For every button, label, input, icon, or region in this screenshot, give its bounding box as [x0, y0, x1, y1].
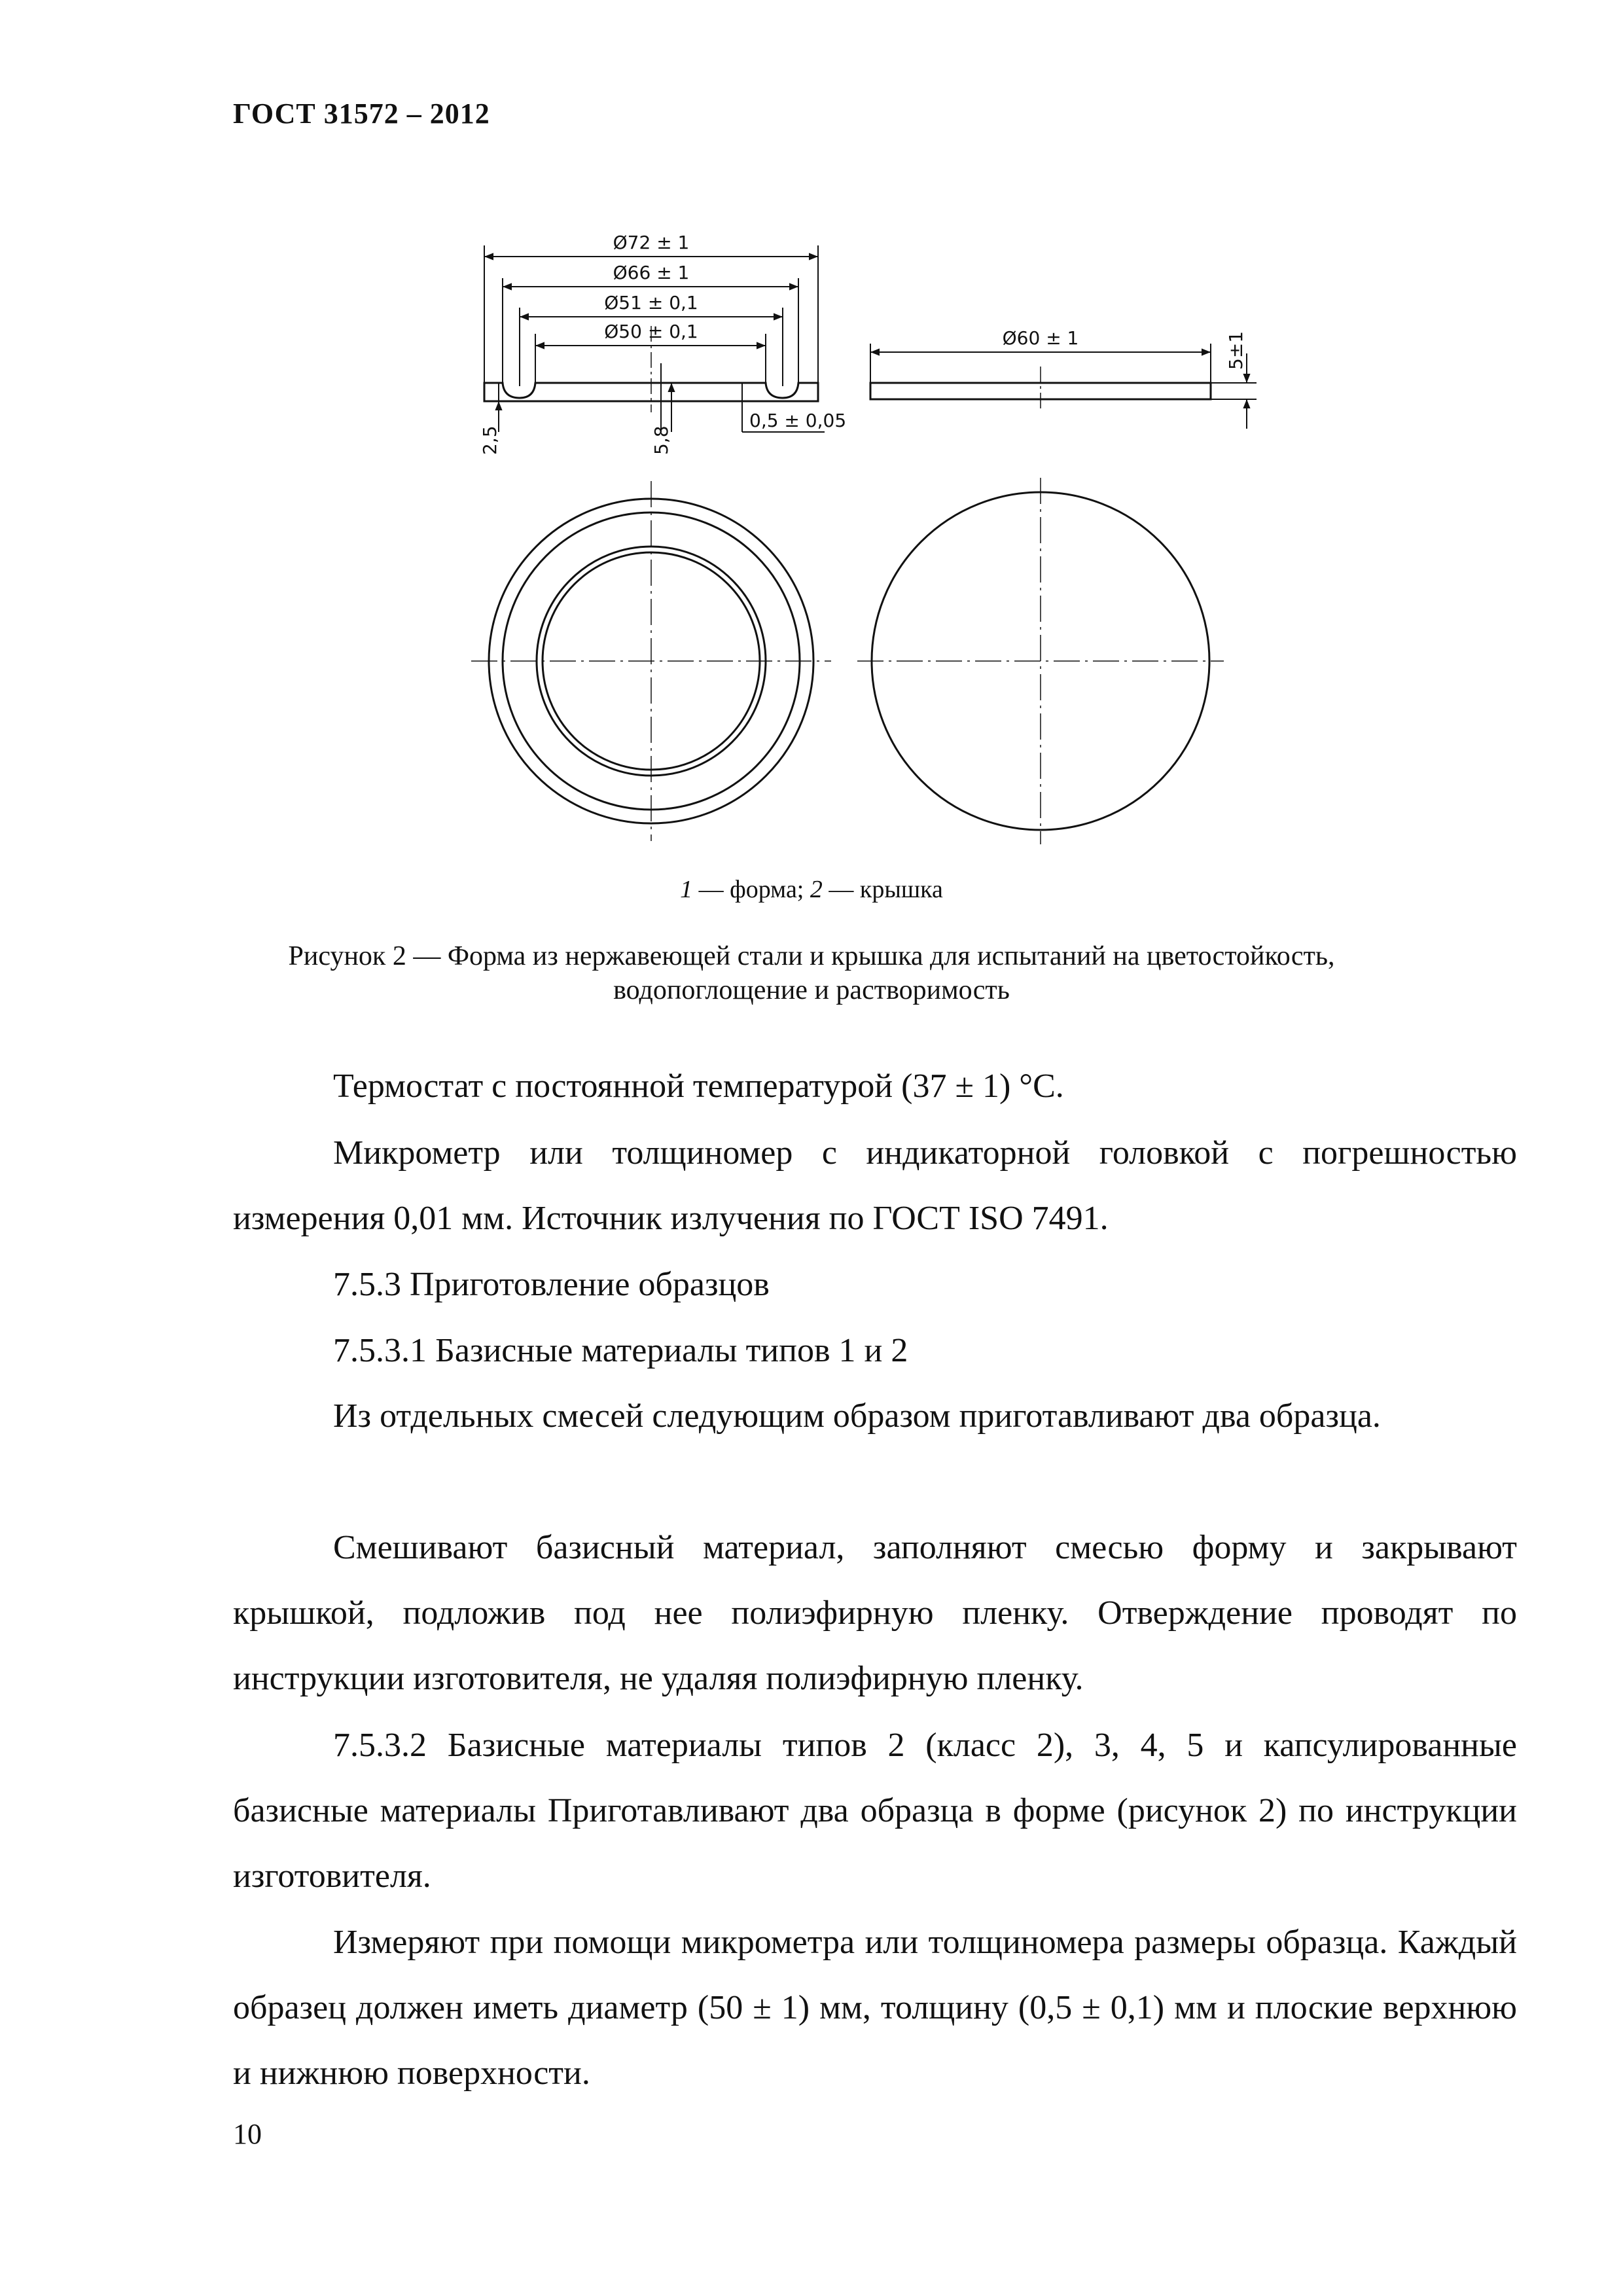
page-number: 10 [233, 2118, 262, 2150]
dim-outer-diameter: Ø72 ± 1 [613, 232, 690, 253]
legend-number-2: 2 [810, 876, 823, 903]
figure-caption [216, 939, 1407, 1007]
body-paragraph-measurement: Измеряют при помощи микрометра или толщиномера размеры образца. Каждый образец должен иметь диаметр (50 ± 1) мм, толщину (0,5 ± 0,1) мм и плоские верхнюю и нижнюю поверхности. [233, 1924, 1517, 2092]
body-paragraph-thermostat: Термостат с постоянной температурой (37 ± 1) °С. [333, 1067, 1064, 1105]
body-paragraph-micrometer: Микрометр или толщиномер с индикаторной головкой с погрешностью измерения 0,01 мм. Источник излучения по ГОСТ ISO 7491. [233, 1134, 1517, 1237]
figure-2-drawing [458, 216, 1296, 890]
dim-groove-depth: 5,8 [651, 425, 672, 455]
section-heading-7-5-3-1: 7.5.3.1 Базисные материалы типов 1 и 2 [333, 1332, 908, 1369]
figure-legend [0, 875, 1623, 904]
form-plan-view [471, 481, 831, 841]
technical-drawing [458, 216, 1296, 890]
dim-form-height: 2,5 [479, 425, 501, 455]
document-header: ГОСТ 31572 – 2012 [233, 98, 490, 130]
section-paragraph-7-5-3-2: 7.5.3.2 Базисные материалы типов 2 (класс 2), 3, 4, 5 и капсулированные базисные материалы Приготавливают два образца в форме (рисунок 2) по инструкции изготовителя. [233, 1727, 1517, 1895]
dim-groove-outer-diameter: Ø66 ± 1 [613, 262, 690, 283]
dim-groove-inner-diameter: Ø51 ± 0,1 [604, 292, 698, 314]
caption-line-2: водопоглощение и растворимость [613, 975, 1010, 1005]
body-paragraph-mixtures: Из отдельных смесей следующим образом приготавливают два образца. [333, 1397, 1381, 1435]
dim-cavity-depth: 0,5 ± 0,05 [749, 410, 847, 431]
dim-lid-thickness: 5±1 [1225, 331, 1247, 370]
lid-plan-view [857, 478, 1224, 844]
legend-number-1: 1 [680, 876, 693, 903]
section-heading-7-5-3: 7.5.3 Приготовление образцов [333, 1266, 770, 1303]
lid-section-view [870, 344, 1257, 429]
legend-label-lid: — крышка [822, 876, 943, 903]
caption-line-1: Рисунок 2 — Форма из нержавеющей стали и крышка для испытаний на цветостойкость, [288, 941, 1335, 971]
legend-label-form: — форма; [692, 876, 810, 903]
body-paragraph-mixing: Смешивают базисный материал, заполняют смесью форму и закрывают крышкой, подложив под нее полиэфирную пленку. Отверждение проводят по инструкции изготовителя, не удаляя полиэфирную пленку. [233, 1529, 1517, 1697]
dim-cavity-diameter: Ø50 ± 0,1 [604, 321, 698, 342]
dim-lid-diameter: Ø60 ± 1 [1002, 327, 1079, 349]
